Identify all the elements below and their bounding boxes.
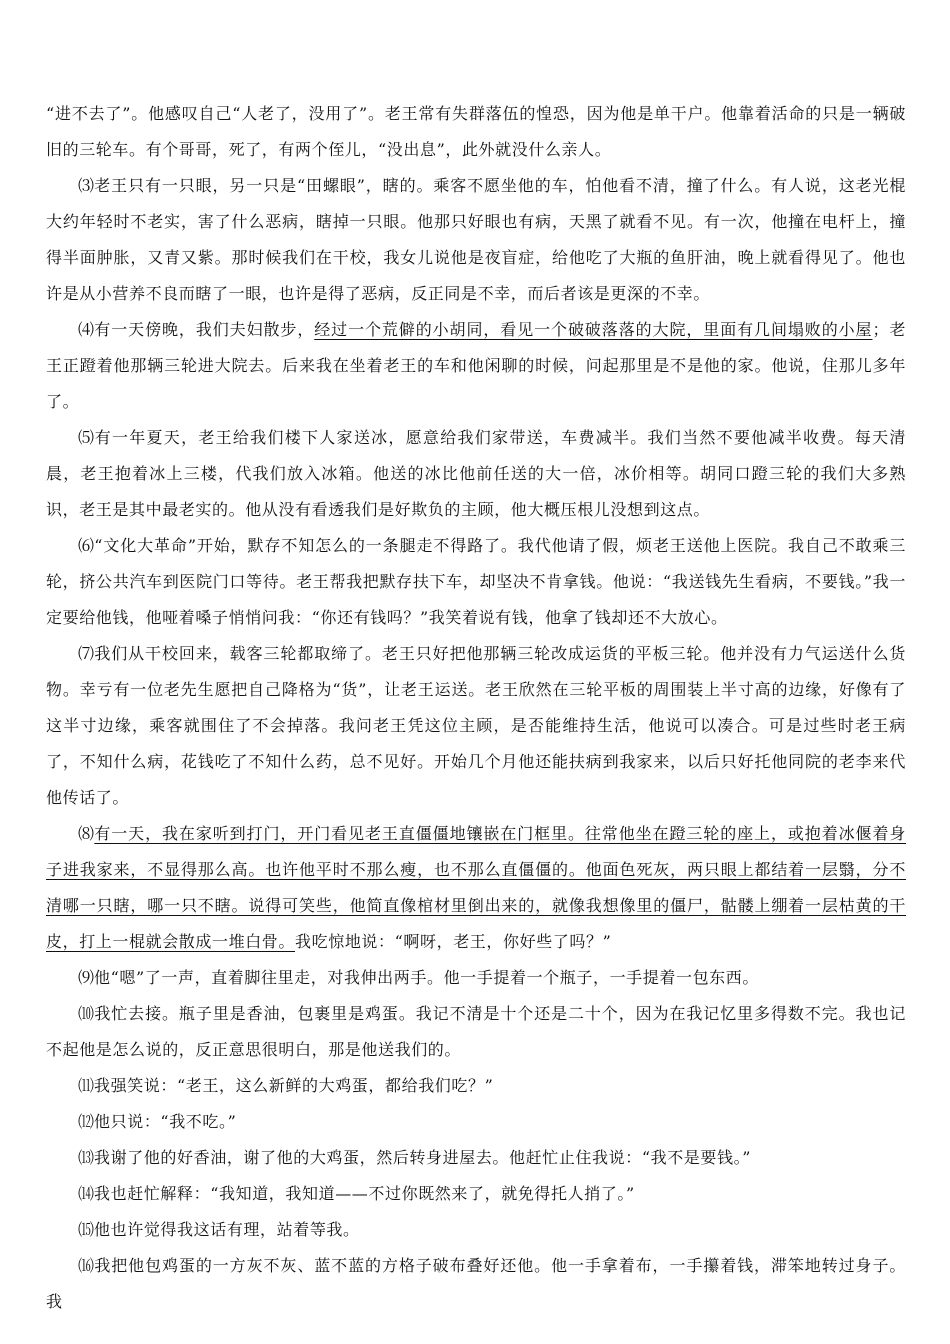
paragraph-text: 他“嗯”了一声，直着脚往里走，对我伸出两手。他一手提着一个瓶子，一手提着一包东西。 (94, 968, 759, 987)
paragraph-number: ⑺ (78, 644, 95, 663)
paragraph-14 (46, 1176, 906, 1212)
paragraph-text: 他只说：“我不吃。” (94, 1112, 237, 1131)
paragraph-9 (46, 960, 906, 996)
paragraph-text: “进不去了”。他感叹自己“人老了，没用了”。老王常有失群落伍的惶恐，因为他是单干户。他靠着活命的只是一辆破旧的三轮车。有个哥哥，死了，有两个侄儿，“没出息”，此外就没什么亲人。 (46, 104, 906, 159)
paragraph-text: 他也许觉得我这话有理，站着等我。 (94, 1220, 360, 1239)
paragraph-text: 我谢了他的好香油，谢了他的大鸡蛋，然后转身进屋去。他赶忙止住我说：“我不是要钱。” (94, 1148, 751, 1167)
paragraph-number: ⒁ (78, 1184, 95, 1203)
paragraph-number: ⑾ (78, 1076, 95, 1095)
paragraph-6 (46, 528, 906, 636)
paragraph-number: ⑻ (78, 824, 95, 843)
paragraph-text: 我忙去接。瓶子里是香油，包裹里是鸡蛋。我记不清是十个还是二十个，因为在我记忆里多得数不完。我也记不起他是怎么说的，反正意思很明白，那是他送我们的。 (46, 1004, 906, 1059)
paragraph-11 (46, 1068, 906, 1104)
paragraph-text: 我把他包鸡蛋的一方灰不灰、蓝不蓝的方格子破布叠好还他。他一手拿着布，一手攥着钱，滞笨地转过身子。我 (46, 1256, 906, 1311)
paragraph-number: ⒀ (78, 1148, 95, 1167)
paragraph-13 (46, 1140, 906, 1176)
paragraph-3 (46, 168, 906, 312)
paragraph-number: ⑸ (78, 428, 95, 447)
paragraph-4 (46, 312, 906, 420)
paragraph-number: ⑽ (78, 1004, 95, 1023)
paragraph-8 (46, 816, 906, 960)
paragraph-text: “文化大革命”开始，默存不知怎么的一条腿走不得路了。我代他请了假，烦老王送他上医院。我自己不敢乘三轮，挤公共汽车到医院门口等待。老王帮我把默存扶下车，却坚决不肯拿钱。他说：“我送钱先生看病，不要钱。”我一定要给他钱，他哑着嗓子悄悄问我：“你还有钱吗？”我笑着说有钱，他拿了钱却还不大放心。 (46, 536, 906, 627)
paragraph-number: ⑼ (78, 968, 95, 987)
underlined-passage: 有一天，我在家听到打门，开门看见老王直僵僵地镶嵌在门框里。往常他坐在蹬三轮的座上，或抱着冰偃着身子进我家来，不显得那么高。也许他平时不那么瘦，也不那么直僵僵的。他面色死灰，两只眼上都结着一层翳，分不清哪一只瞎，哪一只不瞎。说得可笑些，他简直像棺材里倒出来的，就像我想像里的僵尸，骷髅上绷着一层枯黄的干皮，打上一棍就会散成一堆白骨。 (46, 824, 906, 951)
paragraph-number: ⑶ (78, 176, 95, 195)
paragraph-2-continued (46, 96, 906, 168)
paragraph-7 (46, 636, 906, 816)
paragraph-16 (46, 1248, 906, 1320)
paragraph-text: 老王只有一只眼，另一只是“田螺眼”，瞎的。乘客不愿坐他的车，怕他看不清，撞了什么。有人说，这老光棍大约年轻时不老实，害了什么恶病，瞎掉一只眼。他那只好眼也有病，天黑了就看不见。有一次，他撞在电杆上，撞得半面肿胀，又青又紫。那时候我们在干校，我女儿说他是夜盲症，给他吃了大瓶的鱼肝油，晚上就看得见了。他也许是从小营养不良而瞎了一眼，也许是得了恶病，反正同是不幸，而后者该是更深的不幸。 (46, 176, 906, 303)
paragraph-text: 有一年夏天，老王给我们楼下人家送冰，愿意给我们家带送，车费减半。我们当然不要他减半收费。每天清晨，老王抱着冰上三楼，代我们放入冰箱。他送的冰比他前任送的大一倍，冰价相等。胡同口蹬三轮的我们大多熟识，老王是其中最老实的。他从没有看透我们是好欺负的主顾，他大概压根儿没想到这点。 (46, 428, 906, 519)
paragraph-10 (46, 996, 906, 1068)
paragraph-number: ⒃ (78, 1256, 95, 1275)
paragraph-number: ⑷ (78, 320, 95, 339)
paragraph-text-tail: ；老王正蹬着他那辆三轮进大院去。后来我在坐着老王的车和他闲聊的时候，问起那里是不是他的家。他说，住那儿多年了。 (46, 320, 906, 411)
paragraph-number: ⑹ (78, 536, 95, 555)
paragraph-5 (46, 420, 906, 528)
paragraph-text: 我也赶忙解释：“我知道，我知道——不过你既然来了，就免得托人捎了。” (94, 1184, 635, 1203)
underlined-sentence: 经过一个荒僻的小胡同，看见一个破破落落的大院，里面有几间塌败的小屋 (314, 320, 873, 339)
paragraph-text: 我们从干校回来，载客三轮都取缔了。老王只好把他那辆三轮改成运货的平板三轮。他并没有力气运送什么货物。幸亏有一位老先生愿把自己降格为“货”，让老王运送。老王欣然在三轮平板的周围装上半寸高的边缘，好像有了这半寸边缘，乘客就围住了不会掉落。我问老王凭这位主顾，是否能维持生活，他说可以凑合。可是过些时老王病了，不知什么病，花钱吃了不知什么药，总不见好。开始几个月他还能扶病到我家来，以后只好托他同院的老李来代他传话了。 (46, 644, 906, 807)
paragraph-number: ⒂ (78, 1220, 95, 1239)
paragraph-12 (46, 1104, 906, 1140)
paragraph-15 (46, 1212, 906, 1248)
paragraph-number: ⑿ (78, 1112, 95, 1131)
paragraph-text: 有一天傍晚，我们夫妇散步， (94, 320, 315, 339)
paragraph-text: 我强笑说：“老王，这么新鲜的大鸡蛋，都给我们吃？” (94, 1076, 494, 1095)
paragraph-text-tail: 我吃惊地说：“啊呀，老王，你好些了吗？” (295, 932, 612, 951)
